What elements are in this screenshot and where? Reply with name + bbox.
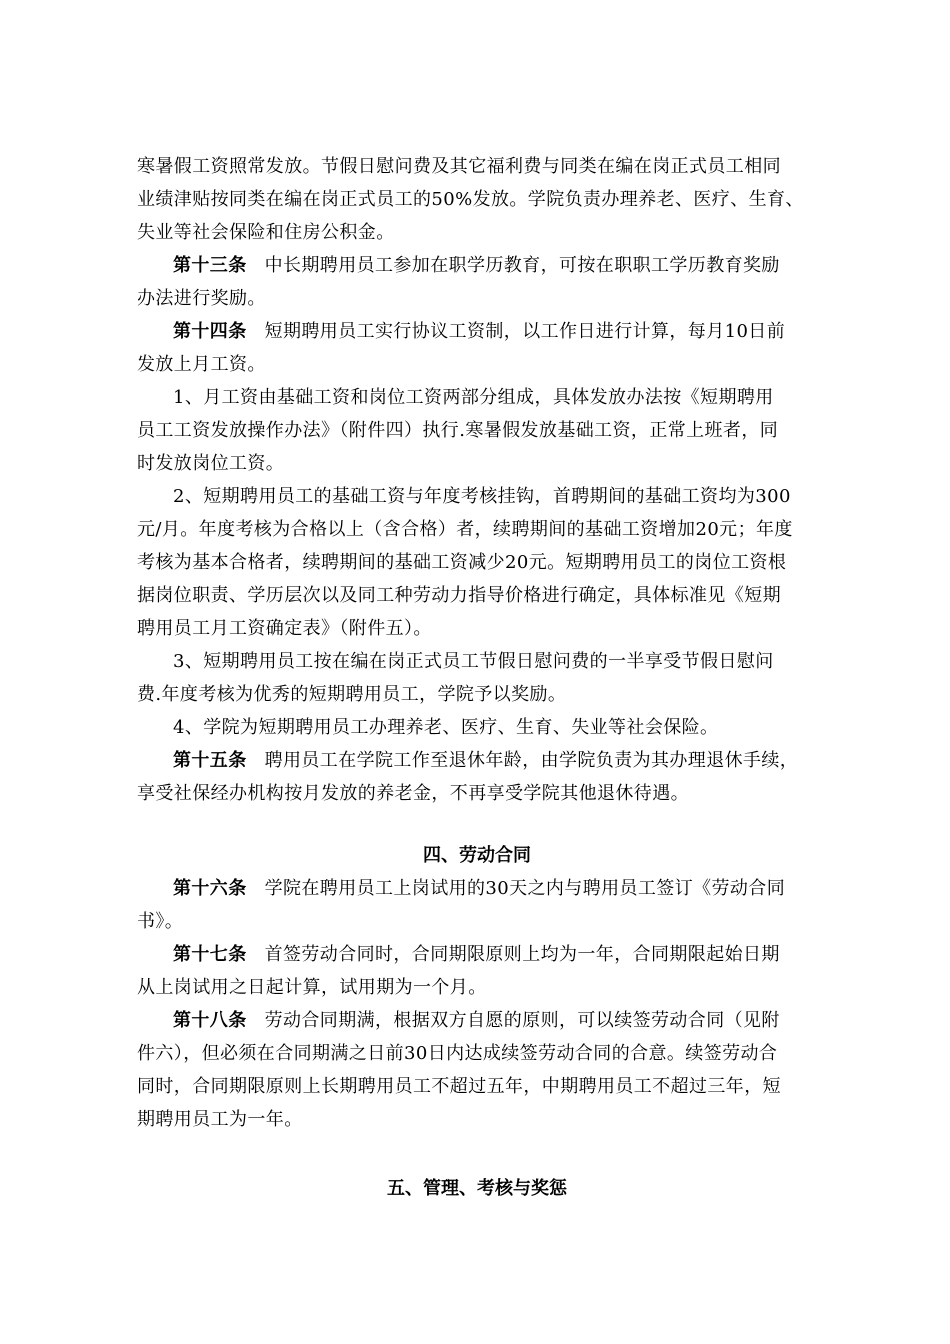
text-line: 4、学院为短期聘用员工办理养老、医疗、生育、失业等社会保险。 bbox=[173, 717, 719, 738]
article-title: 第十三条 bbox=[173, 255, 247, 276]
text-line: 期聘用员工为一年。 bbox=[137, 1109, 303, 1130]
text-line: 费.年度考核为优秀的短期聘用员工，学院予以奖励。 bbox=[137, 684, 567, 705]
text-line: 据岗位职责、学历层次以及同工种劳动力指导价格进行确定，具体标准见《短期 bbox=[137, 585, 781, 606]
text-line: 1、月工资由基础工资和岗位工资两部分组成，具体发放办法按《短期聘用 bbox=[173, 387, 774, 408]
text-line: 书》。 bbox=[137, 911, 184, 932]
text-line: 办法进行奖励。 bbox=[137, 288, 266, 309]
article-13 bbox=[137, 249, 817, 282]
spacer bbox=[137, 1136, 817, 1172]
text-line: 从上岗试用之日起计算，试用期为一个月。 bbox=[137, 977, 487, 998]
text-line: 发放上月工资。 bbox=[137, 354, 266, 375]
article-17 bbox=[137, 938, 817, 971]
text-line: 寒暑假工资照常发放。节假日慰问费及其它福利费与同类在编在岗正式员工相同 bbox=[137, 156, 781, 177]
article-text: 聘用员工在学院工作至退休年龄，由学院负责为其办理退休手续， bbox=[264, 750, 799, 771]
text-line: 元/月。年度考核为合格以上（含合格）者，续聘期间的基础工资增加20元；年度 bbox=[137, 519, 793, 540]
article-text: 中长期聘用员工参加在职学历教育，可按在职职工学历教育奖励 bbox=[264, 255, 780, 276]
text-line: 业绩津贴按同类在编在岗正式员工的50%发放。学院负责办理养老、医疗、生育、 bbox=[137, 189, 804, 210]
article-14 bbox=[137, 315, 817, 348]
text-line: 员工工资发放操作办法》（附件四）执行.寒暑假发放基础工资，正常上班者，同 bbox=[137, 420, 779, 441]
text-line: 件六），但必须在合同期满之日前30日内达成续签劳动合同的合意。续签劳动合 bbox=[137, 1043, 778, 1064]
text-line: 失业等社会保险和住房公积金。 bbox=[137, 222, 395, 243]
text-line: 考核为基本合格者，续聘期间的基础工资减少20元。短期聘用员工的岗位工资根 bbox=[137, 552, 787, 573]
text-line: 时发放岗位工资。 bbox=[137, 453, 285, 474]
text-line: 享受社保经办机构按月发放的养老金，不再享受学院其他退休待遇。 bbox=[137, 783, 689, 804]
section-heading-5: 五、管理、考核与奖惩 bbox=[387, 1178, 567, 1199]
article-title: 第十五条 bbox=[173, 750, 247, 771]
article-title: 第十七条 bbox=[173, 944, 247, 965]
article-18 bbox=[137, 1004, 817, 1037]
article-16 bbox=[137, 872, 817, 905]
section-heading-4: 四、劳动合同 bbox=[423, 845, 531, 866]
text-line: 同时，合同期限原则上长期聘用员工不超过五年，中期聘用员工不超过三年，短 bbox=[137, 1076, 781, 1097]
article-text: 学院在聘用员工上岗试用的30天之内与聘用员工签订《劳动合同 bbox=[264, 878, 786, 899]
article-title: 第十八条 bbox=[173, 1010, 247, 1031]
spacer bbox=[137, 810, 817, 839]
text-line: 聘用员工月工资确定表》（附件五）。 bbox=[137, 618, 432, 639]
article-text: 短期聘用员工实行协议工资制，以工作日进行计算，每月10日前 bbox=[264, 321, 786, 342]
text-line: 2、短期聘用员工的基础工资与年度考核挂钩，首聘期间的基础工资均为300 bbox=[173, 486, 791, 507]
article-title: 第十四条 bbox=[173, 321, 247, 342]
text-line: 3、短期聘用员工按在编在岗正式员工节假日慰问费的一半享受节假日慰问 bbox=[173, 651, 774, 672]
article-15 bbox=[137, 744, 817, 777]
article-title: 第十六条 bbox=[173, 878, 247, 899]
article-text: 首签劳动合同时，合同期限原则上均为一年，合同期限起始日期 bbox=[264, 944, 780, 965]
article-text: 劳动合同期满，根据双方自愿的原则，可以续签劳动合同（见附 bbox=[264, 1010, 780, 1031]
document-page bbox=[137, 150, 817, 1205]
